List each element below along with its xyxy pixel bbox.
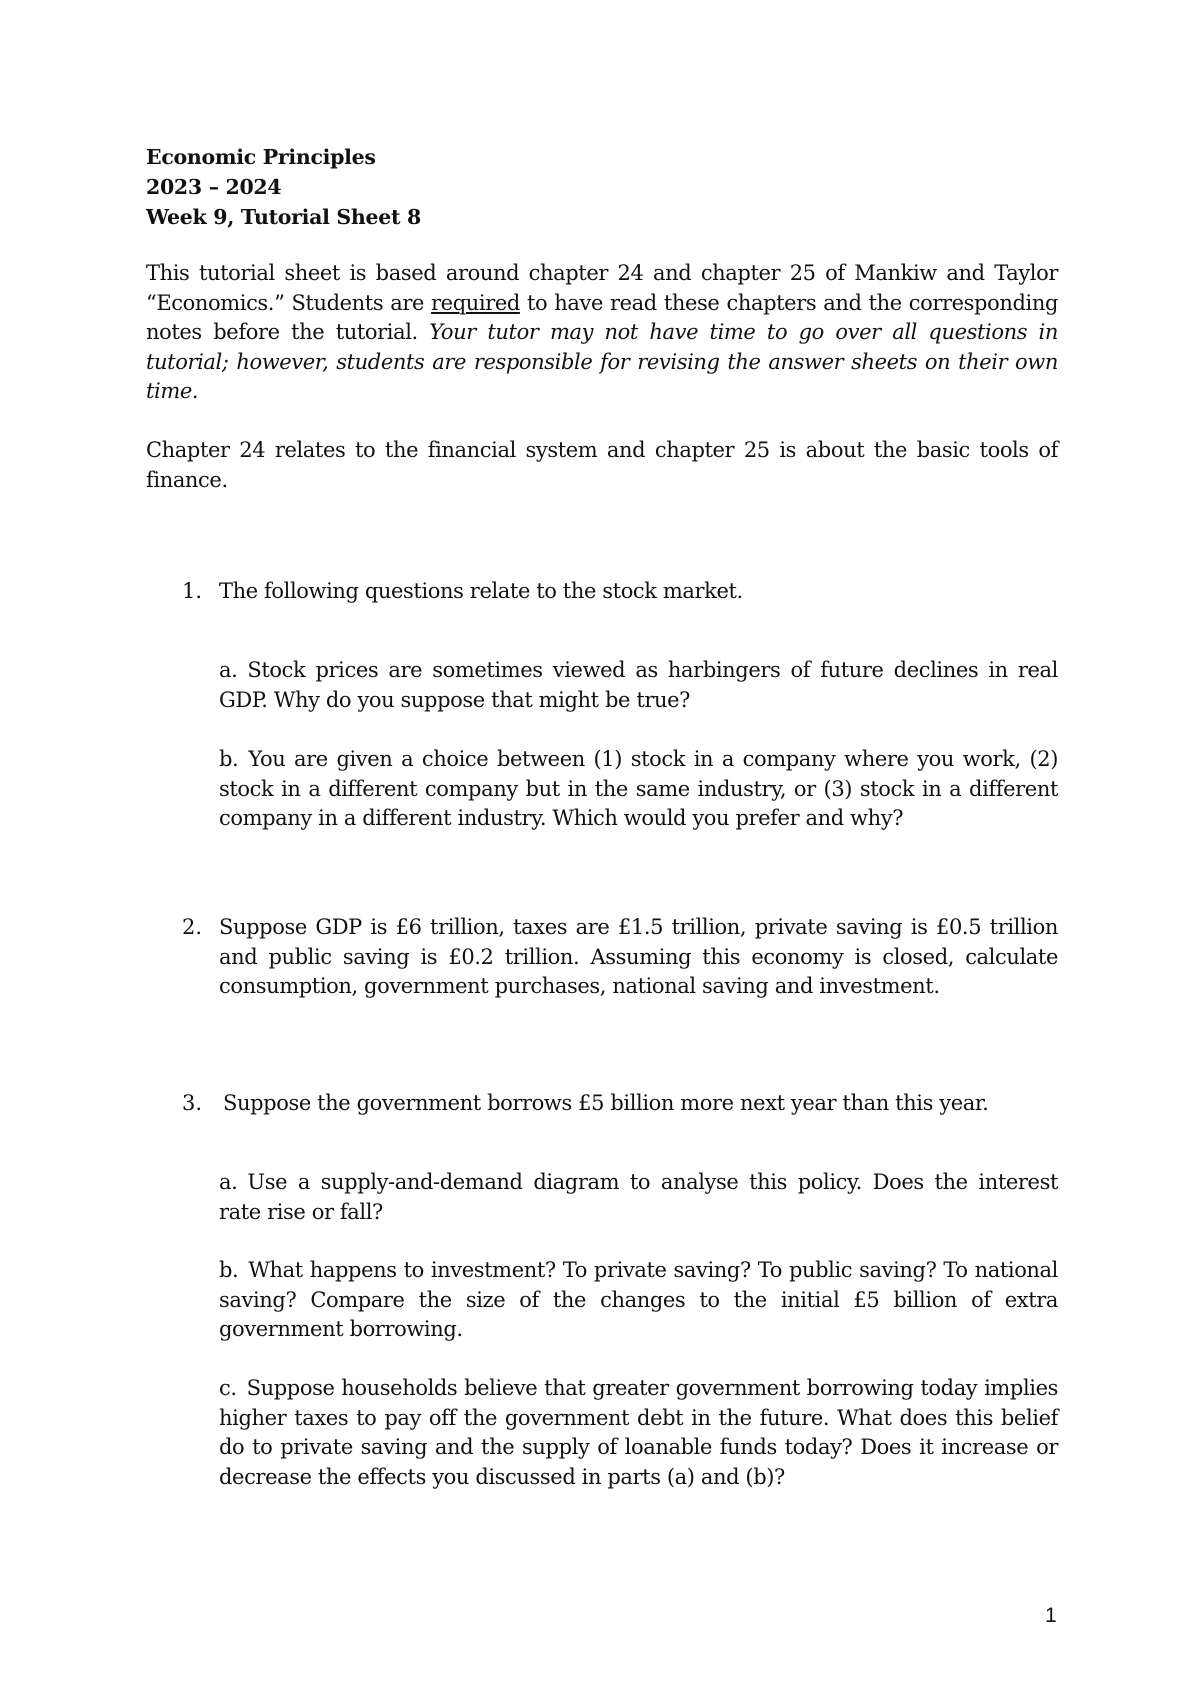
- question-part: [219, 745, 1058, 834]
- intro-italic-note: Your tutor may not have time to go over all questions in tutorial; however, students are responsible for revising the answer sheets on their own time.: [146, 320, 1058, 403]
- intro-text-1: This tutorial sheet is based around chapter 24 and chapter 25 of Mankiw and Taylor “Economics.” Students are: [146, 261, 1058, 315]
- part-text: What happens to investment? To private saving? To public saving? To national saving? Compare the size of the changes to the initial £5 billion of extra government borrowing.: [219, 1258, 1058, 1341]
- document-header: [146, 142, 421, 232]
- question-number: 1.: [182, 579, 203, 603]
- part-label: b.: [219, 747, 239, 771]
- part-label: a.: [219, 1170, 238, 1194]
- question-number: 3.: [182, 1091, 203, 1115]
- part-text: Use a supply-and-demand diagram to analyse this policy. Does the interest rate rise or fall?: [219, 1170, 1058, 1224]
- intro-text-2: to have read these chapters and the corresponding notes before the tutorial.: [146, 290, 1058, 344]
- part-label: c.: [219, 1376, 237, 1400]
- question-part: [219, 1168, 1058, 1227]
- question-part: [219, 1256, 1058, 1345]
- question-part: [219, 1374, 1058, 1492]
- chapters-note: Chapter 24 relates to the financial system and chapter 25 is about the basic tools of finance.: [146, 438, 1058, 492]
- part-label: a.: [219, 658, 238, 682]
- course-title: Economic Principles: [146, 145, 376, 169]
- part-text: You are given a choice between (1) stock in a company where you work, (2) stock in a different company but in the same industry, or (3) stock in a different company in a different industry. Which would you prefer and why?: [219, 747, 1058, 830]
- question-text: Suppose GDP is £6 trillion, taxes are £1.5 trillion, private saving is £0.5 trillion and public saving is £0.2 trillion. Assuming this economy is closed, calculate consumption, government purchases, national saving and investment.: [219, 915, 1058, 998]
- academic-year: 2023 – 2024: [146, 175, 282, 199]
- intro-underlined-word: required: [431, 290, 520, 315]
- part-label: b.: [219, 1258, 239, 1282]
- question-text: Suppose the government borrows £5 billion more next year than this year.: [223, 1091, 989, 1115]
- sheet-title: Week 9, Tutorial Sheet 8: [146, 205, 421, 229]
- part-text: Suppose households believe that greater government borrowing today implies higher taxes to pay off the government debt in the future. What does this belief do to private saving and the supply of loanable funds today? Does it increase or decrease the effects you discussed in parts (a) and (b)?: [219, 1376, 1058, 1489]
- intro-paragraph: [146, 259, 1058, 407]
- question-part: [219, 656, 1058, 715]
- question-text: The following questions relate to the stock market.: [219, 579, 743, 603]
- page-number: 1: [1045, 1604, 1057, 1627]
- question-number: 2.: [182, 915, 203, 939]
- part-text: Stock prices are sometimes viewed as harbingers of future declines in real GDP. Why do you suppose that might be true?: [219, 658, 1058, 712]
